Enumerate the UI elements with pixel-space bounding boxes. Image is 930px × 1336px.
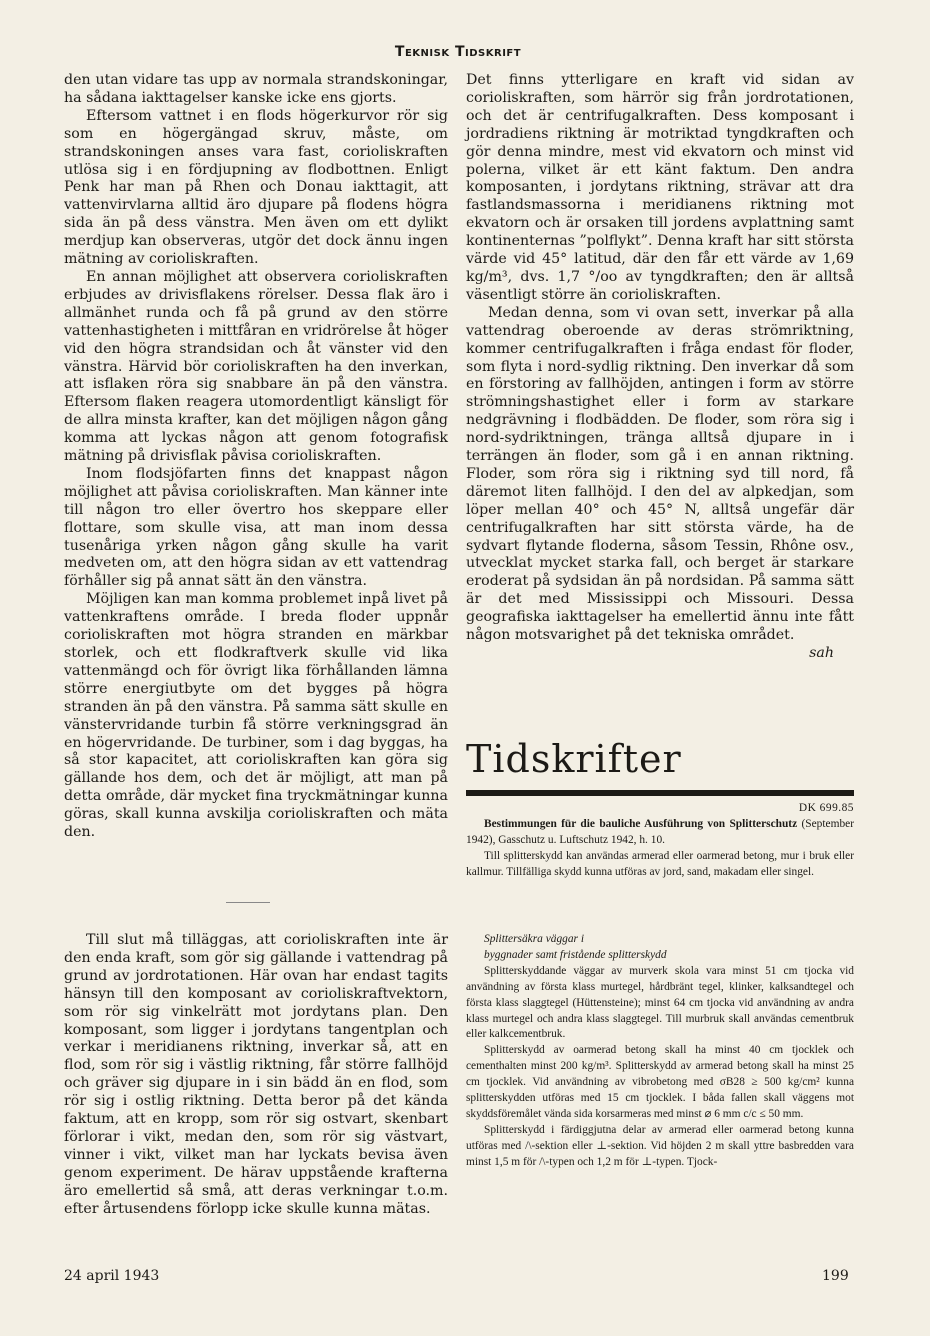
paragraph: Till slut må tilläggas, att corioliskraften inte är den enda kraft, som gör sig gällande i vattendrag på grund av jordrotationen. Här ovan har endast tagits hänsyn till den komposant av corioliskraftvektorn, som rör sig vinkelrätt mot jordytans plan. Den komposant, som ligger i jordytans tangentplan och verkar i meridianens riktning, inverkar så, att en flod, som rör sig i västlig riktning, får större fallhöjd och gräver sig djupare in i sin bädd än en flod, som rör sig i ostlig riktning. Detta beror på det kända faktum, att en kropp, som rör sig ostvart, skenbart förlorar i vikt, medan den, som rör sig västvart, vinner i vikt, vilket man har lyckats bevisa även genom experiment. De härav uppstående krafterna äro emellertid så små, att deras verkningar t.o.m. efter årtusendens förlopp icke skulle kunna mätas. (64, 932, 448, 1217)
citation-title: Bestimmungen für die bauliche Ausführung von Splitterschutz (484, 817, 798, 830)
section-rule (466, 790, 854, 796)
footer-date: 24 april 1943 (64, 1268, 160, 1284)
paragraph: Splitterskydd av oarmerad betong skall ha minst 40 cm tjocklek och cementhalten minst 200 kg/m³. Splitterskydd av armerad betong skall ha minst 25 cm tjocklek. Vid användning av vibrobetong med σB28 ≥ 500 kg/cm² kunna splitterskydden utföras med 15 cm tjocklek. I båda fallen skall väggens mot skyddsföremålet vända sida korsarmeras med minst ⌀ 6 mm c/c ≤ 50 mm. (466, 1044, 854, 1120)
intro-paragraph: Till splitterskydd kan användas armerad eller oarmerad betong, mur i bruk eller kallmur. Tillfälliga skydd kunna utföras av jord, sand, makadam eller singel. (466, 849, 854, 878)
paragraph: Medan denna, som vi ovan sett, inverkar på alla vattendrag oberoende av deras strömriktning, kommer centrifugalkraften i fråga endast för floder, som flyta i nord-sydlig riktning. Den inverkar då som en förstoring av fallhöjden, antingen i form av större strömningshastighet eller i form av starkare nedgrävning i flodbädden. De floder, som röra sig i nord-sydriktningen, tränga alltså djupare in i terrängen än floder, som gå i en annan riktning. Floder, som röra sig i riktning syd till nord, få däremot liten fallhöjd. I den del av alpkedjan, som löper mellan 40° och 45° N, alltså ungefär där centrifugalkraften har sitt största värde, ha de sydvart flytande floderna, såsom Tessin, Rhône osv., utvecklat mycket starka fall, och berget är starkare eroderat på sydsidan än på nordsidan. På samma sätt är det med Mississippi och Missouri. Dessa geografiska iakttagelser ha emellertid ännu inte fått någon motsvarighet på det tekniska området. (466, 304, 854, 644)
citation (466, 817, 854, 849)
paragraph: Splitterskydd i färdiggjutna delar av armerad eller oarmerad betong kunna utföras med /\-sektion eller ⊥-sektion. Vid höjden 2 m skall yttre basbredden vara minst 1,5 m för /\-typen och 1,2 m för ⊥-typen. Tjock- (466, 1123, 854, 1168)
subheading-line-2: byggnader samt fristående splitterskydd (484, 948, 667, 961)
paragraph: Inom flodsjöfarten finns det knappast någon möjlighet att påvisa corioliskraften. Man känner inte till någon tro eller övertro hos skeppare eller flottare, som skulle visa, att man inom dessa tusenåriga yrken någon gång skulle ha varit medveten om, att den högra sidan av ett vattendrag förhåller sig på annat sätt än den vänstra. (64, 465, 448, 590)
section-divider (226, 902, 270, 903)
paragraph: Det finns ytterligare en kraft vid sidan av corioliskraften, som härrör sig från jordrotationen, och det är centrifugalkraften. Dess komposant i jordradiens riktning är motriktad tyngdkraften och gör denna mindre, mest vid ekvatorn och minst vid polerna, vilket är ett känt faktum. Den andra komposanten, i jordytans riktning, strävar att dra fastlandsmassorna i meridianens riktning mot ekvatorn och är orsaken till jordens avplattning samt kontinenternas ”polflykt”. Denna kraft har sitt största värde vid 45° latitud, där den får ett värde av 1,69 kg/m³, dvs. 1,7 °/oo av tyngdkraften; den är alltså väsentligt större än corioliskraften. (466, 72, 854, 303)
paragraph: den utan vidare tas upp av normala strandskoningar, ha sådana iakttagelser kanske icke ens gjorts. (64, 72, 448, 106)
journal-header: Teknisk Tidskrift (394, 44, 522, 60)
paragraph: Eftersom vattnet i en flods högerkurvor rör sig som en högergängad skruv, måste, om strandskoningen anses vara fast, corioliskraften utlösa sig i en fördjupning av flodbottnen. Enligt Penk har man på Rhen och Donau iakttagit, att vattenvirvlarna alltid äro djupare på flodens högra sida än på dess vänstra. Men även om ett dylikt merdjup kan observeras, utgör det dock ännu ingen mätning av corioliskraften. (64, 107, 448, 268)
left-column-bottom (64, 932, 448, 1219)
paragraph: Splitterskyddande väggar av murverk skola vara minst 51 cm tjocka vid användning av första klass murtegel, hårdbränt tegel, klinker, kalksandtegel och första klass slaggtegel (Hüttensteine); minst 64 cm tjocka vid användning av andra klass murtegel och andra klass slaggtegel. Till murbruk skall användas cementbruk eller kalkcementbruk. (466, 964, 854, 1041)
tidskrifter-entry-header (466, 801, 854, 881)
paragraph: Möjligen kan man komma problemet inpå livet på vattenkraftens område. I breda floder uppnår corioliskraften mot högra stranden en märkbar storlek, och ett flodkraftverk skulle vid lika vattenmängd och för övrigt lika förhållanden lämna större energiutbyte om det bygges på högra stranden än på den vänstra. På samma sätt skulle en vänstervridande turbin få större verkningsgrad än en högervridande. De turbiner, som i dag byggas, ha så stor kapacitet, att corioliskraften kan göra sig gällande hos dem, och det är möjligt, att man på detta område, där mycket fina tryckmätningar kunna göras, skall kunna avskilja corioliskraften och mäta den. (64, 591, 448, 841)
author-signature: sah (809, 645, 834, 661)
right-column (466, 72, 854, 663)
tidskrifter-entry-body (466, 932, 854, 1171)
section-title: Tidskrifter (466, 737, 682, 781)
subheading-line-1: Splittersäkra väggar i (484, 933, 584, 945)
paragraph: En annan möjlighet att observera corioliskraften erbjudes av drivisflakens rörelser. Dessa flak äro i allmänhet runda och få på grund av den större vattenhastigheten i mittfåran en vridrörelse åt höger vid den högra strandsidan och åt vänster vid den vänstra. Härvid bör corioliskraften ha den inverkan, att isflaken röra sig snabbare än på den vänstra. Eftersom flaken reagera utomordentligt känsligt för de allra minsta krafter, kan det möjligen någon gång komma att lyckas någon att genom fotografisk mätning på drivisflak påvisa corioliskraften. (64, 268, 448, 465)
page-number: 199 (822, 1268, 849, 1284)
citation-source: (September 1942), Gasschutz u. Luftschutz 1942, h. 10. (466, 817, 854, 846)
dk-number: DK 699.85 (798, 802, 854, 814)
left-column-top (64, 72, 448, 842)
